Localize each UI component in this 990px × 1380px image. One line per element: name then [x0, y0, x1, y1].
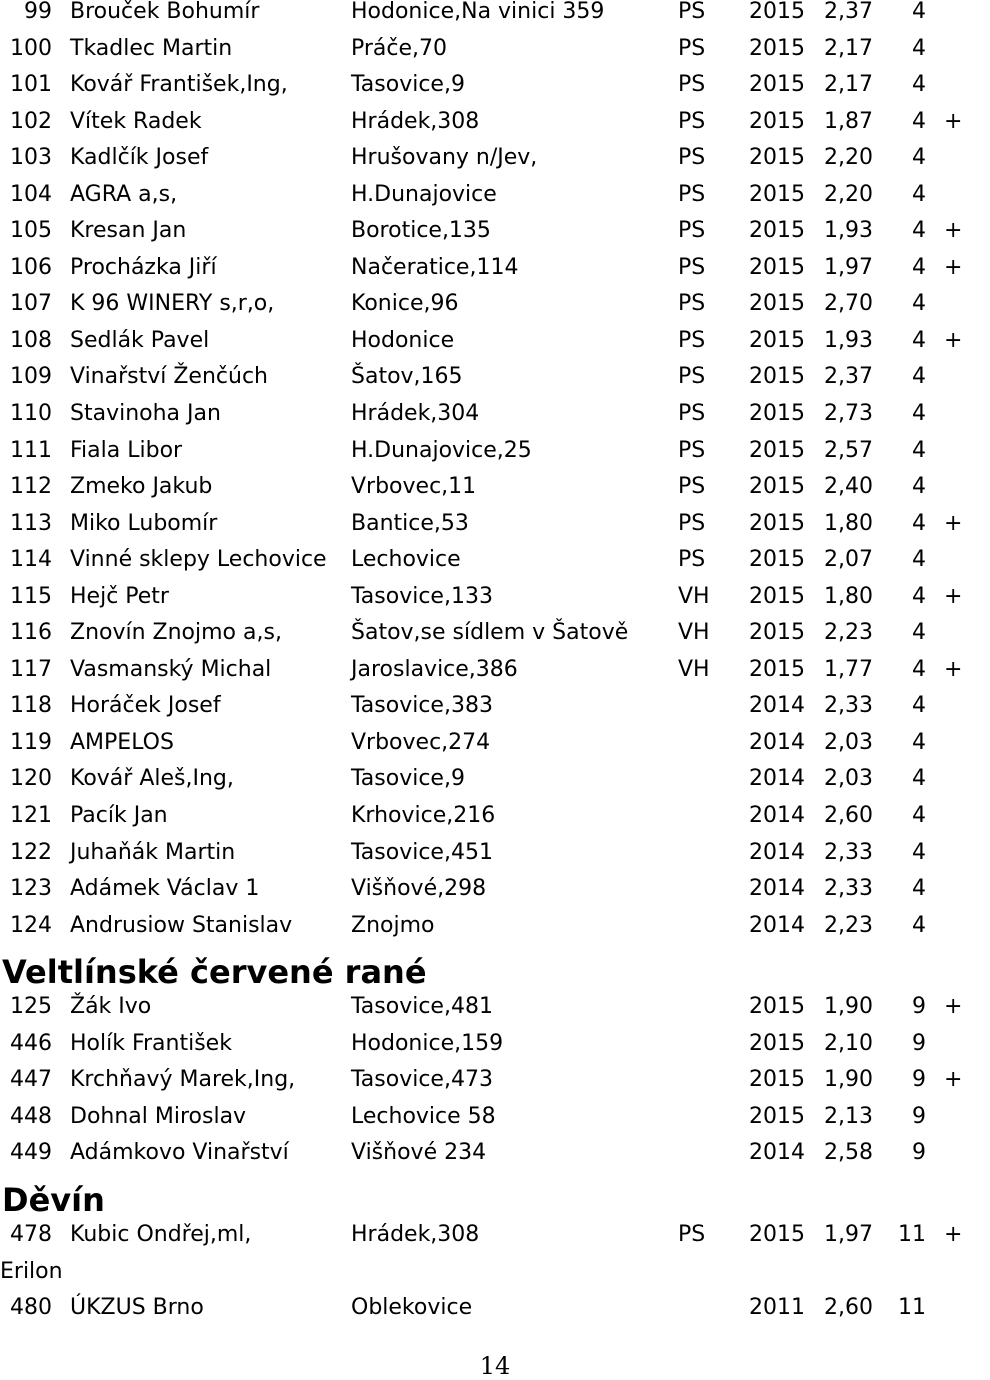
vintage-year: 2015: [749, 0, 805, 24]
grower-name: Adámkovo Vinařství: [70, 1140, 289, 1166]
entry-class: 9: [912, 1067, 926, 1093]
entry-value: 1,90: [824, 994, 873, 1020]
vintage-year: 2015: [749, 1103, 805, 1129]
grower-name: Sedlák Pavel: [70, 327, 210, 353]
entry-code: PS: [678, 474, 706, 500]
entry-class: 4: [912, 254, 926, 280]
grower-name: Stavinoha Jan: [70, 401, 221, 427]
plus-mark: +: [944, 327, 963, 353]
entry-class: 11: [898, 1221, 926, 1247]
grower-name: ÚKZUS Brno: [70, 1295, 204, 1320]
entry-class: 4: [912, 693, 926, 719]
entry-number: 117: [10, 656, 52, 682]
grower-name: Pacík Jan: [70, 803, 168, 829]
grower-address: Bantice,53: [351, 510, 469, 536]
grower-name: Hejč Petr: [70, 583, 169, 609]
entry-code: PS: [678, 437, 706, 463]
entry-code: VH: [678, 620, 710, 646]
grower-address: Hrádek,308: [351, 1221, 480, 1247]
entry-number: 116: [10, 620, 52, 646]
vintage-year: 2014: [749, 876, 805, 902]
plus-mark: +: [944, 994, 963, 1020]
entry-value: 2,60: [824, 803, 873, 829]
entry-value: 2,73: [824, 401, 873, 427]
entry-code: PS: [678, 108, 706, 134]
grower-address: Vrbovec,274: [351, 729, 491, 755]
vintage-year: 2014: [749, 729, 805, 755]
grower-address: Šatov,165: [351, 364, 463, 390]
vintage-year: 2014: [749, 803, 805, 829]
entry-value: 2,33: [824, 876, 873, 902]
grower-address: Jaroslavice,386: [351, 656, 518, 682]
vintage-year: 2015: [749, 364, 805, 390]
entry-value: 2,23: [824, 912, 873, 938]
entry-class: 9: [912, 1140, 926, 1166]
grower-name: Dohnal Miroslav: [70, 1103, 247, 1129]
table-row: [0, 510, 963, 549]
grower-address: Hodonice: [351, 327, 455, 353]
entry-value: 2,20: [824, 145, 873, 171]
entry-code: PS: [678, 291, 706, 317]
entry-value: 1,87: [824, 108, 873, 134]
entry-class: 4: [912, 912, 926, 938]
vintage-year: 2015: [749, 35, 805, 61]
table-row: [0, 1067, 963, 1105]
grower-address: Tasovice,473: [351, 1067, 493, 1093]
entry-class: 4: [912, 72, 926, 98]
subsection-heading: Erilon: [0, 1258, 63, 1284]
vintage-year: 2015: [749, 1067, 805, 1093]
grower-address: Hodonice,Na vinici 359: [351, 0, 605, 24]
entry-value: 2,33: [824, 839, 873, 865]
entry-code: PS: [678, 0, 706, 24]
grower-name: Kadlčík Josef: [70, 145, 209, 171]
entry-number: 121: [10, 803, 52, 829]
entry-class: 4: [912, 0, 926, 24]
vintage-year: 2015: [749, 510, 805, 536]
grower-name: Holík František: [70, 1030, 232, 1056]
plus-mark: +: [944, 656, 963, 682]
entry-class: 9: [912, 1103, 926, 1129]
vintage-year: 2015: [749, 1030, 805, 1056]
grower-address: Hodonice,159: [351, 1030, 504, 1056]
entry-code: PS: [678, 510, 706, 536]
entry-number: 118: [10, 693, 52, 719]
table-row: [0, 37, 960, 74]
grower-name: Kovář František,Ing,: [70, 72, 288, 98]
table-row: [0, 841, 960, 878]
grower-address: Tasovice,9: [351, 766, 465, 792]
table-row: [0, 994, 963, 1032]
grower-name: Andrusiow Stanislav: [70, 912, 293, 938]
entry-value: 2,57: [824, 437, 873, 463]
grower-name: Brouček Bohumír: [70, 0, 260, 24]
page-number: 14: [479, 1352, 511, 1380]
section-heading: Veltlínské červené rané: [2, 953, 427, 992]
grower-address: Tasovice,451: [351, 839, 493, 865]
vintage-year: 2014: [749, 766, 805, 792]
table-row: [0, 218, 963, 256]
entry-code: PS: [678, 401, 706, 427]
table-row: [0, 365, 960, 402]
table-row: [0, 327, 963, 366]
entry-number: 111: [10, 437, 52, 463]
section-heading: Děvín: [2, 1180, 105, 1219]
table-row: [0, 292, 960, 329]
table-row: [0, 877, 960, 914]
entry-value: 2,33: [824, 693, 873, 719]
grower-name: Vinné sklepy Lechovice: [70, 547, 327, 573]
entry-class: 4: [912, 364, 926, 390]
entry-class: 11: [898, 1295, 926, 1320]
grower-address: Višňové 234: [351, 1140, 487, 1166]
plus-mark: +: [944, 1221, 963, 1247]
plus-mark: +: [944, 218, 963, 244]
table-row: [0, 694, 960, 731]
entry-number: 103: [10, 145, 52, 171]
table-row: [0, 731, 960, 768]
entry-class: 4: [912, 437, 926, 463]
entry-value: 1,97: [824, 254, 873, 280]
grower-address: Borotice,135: [351, 218, 491, 244]
grower-name: Zmeko Jakub: [70, 474, 213, 500]
table-row: [0, 1221, 963, 1260]
entry-class: 4: [912, 839, 926, 865]
entry-value: 1,77: [824, 656, 873, 682]
entry-class: 4: [912, 181, 926, 207]
entry-number: 113: [10, 510, 52, 536]
table-row: [0, 656, 963, 695]
grower-address: Lechovice 58: [351, 1103, 496, 1129]
entry-value: 1,80: [824, 583, 873, 609]
grower-name: Žák Ivo: [70, 994, 152, 1020]
grower-name: Tkadlec Martin: [70, 35, 233, 61]
entry-number: 478: [10, 1221, 52, 1247]
entry-value: 2,07: [824, 547, 873, 573]
table-row: [0, 621, 960, 658]
entry-value: 2,23: [824, 620, 873, 646]
entry-code: PS: [678, 35, 706, 61]
grower-address: Konice,96: [351, 291, 459, 317]
entry-code: VH: [678, 656, 710, 682]
entry-number: 125: [10, 994, 52, 1020]
entry-number: 122: [10, 839, 52, 865]
entry-value: 2,60: [824, 1295, 873, 1320]
entry-number: 446: [10, 1030, 52, 1056]
grower-address: Vrbovec,11: [351, 474, 477, 500]
vintage-year: 2015: [749, 218, 805, 244]
table-row: [0, 583, 963, 622]
entry-number: 112: [10, 474, 52, 500]
table-row: [0, 0, 960, 37]
entry-number: 120: [10, 766, 52, 792]
vintage-year: 2015: [749, 474, 805, 500]
table-row: [0, 1296, 960, 1333]
grower-address: H.Dunajovice: [351, 181, 497, 207]
vintage-year: 2015: [749, 145, 805, 171]
entry-class: 4: [912, 35, 926, 61]
vintage-year: 2014: [749, 693, 805, 719]
grower-name: Vasmanský Michal: [70, 656, 272, 682]
table-row: [0, 183, 960, 220]
grower-address: Lechovice: [351, 547, 461, 573]
table-row: [0, 548, 960, 585]
vintage-year: 2015: [749, 656, 805, 682]
entry-value: 2,20: [824, 181, 873, 207]
table-row: [0, 804, 960, 841]
vintage-year: 2015: [749, 994, 805, 1020]
table-row: [0, 73, 960, 110]
entry-class: 9: [912, 994, 926, 1020]
entry-class: 4: [912, 474, 926, 500]
grower-address: Šatov,se sídlem v Šatově: [351, 620, 629, 646]
grower-address: Tasovice,383: [351, 693, 493, 719]
entry-code: PS: [678, 1221, 706, 1247]
grower-name: Kubic Ondřej,ml,: [70, 1221, 252, 1247]
entry-class: 4: [912, 108, 926, 134]
grower-address: Znojmo: [351, 912, 435, 938]
table-row: [0, 146, 960, 183]
plus-mark: +: [944, 510, 963, 536]
entry-class: 4: [912, 547, 926, 573]
entry-value: 2,03: [824, 729, 873, 755]
table-row: [0, 1032, 960, 1069]
grower-name: K 96 WINERY s,r,o,: [70, 291, 275, 317]
table-row: [0, 254, 963, 293]
entry-code: PS: [678, 547, 706, 573]
plus-mark: +: [944, 108, 963, 134]
grower-name: AGRA a,s,: [70, 181, 178, 207]
grower-name: Krchňavý Marek,Ing,: [70, 1067, 296, 1093]
grower-name: Fiala Libor: [70, 437, 183, 463]
entry-code: PS: [678, 72, 706, 98]
entry-value: 2,13: [824, 1103, 873, 1129]
vintage-year: 2014: [749, 1140, 805, 1166]
entry-value: 2,70: [824, 291, 873, 317]
vintage-year: 2015: [749, 327, 805, 353]
entry-value: 2,58: [824, 1140, 873, 1166]
entry-number: 106: [10, 254, 52, 280]
grower-address: Krhovice,216: [351, 803, 496, 829]
vintage-year: 2014: [749, 839, 805, 865]
entry-number: 123: [10, 876, 52, 902]
table-row: [0, 439, 960, 476]
entry-number: 104: [10, 181, 52, 207]
plus-mark: +: [944, 583, 963, 609]
entry-class: 4: [912, 401, 926, 427]
grower-address: Načeratice,114: [351, 254, 519, 280]
entry-number: 108: [10, 327, 52, 353]
vintage-year: 2015: [749, 181, 805, 207]
table-row: [0, 475, 960, 512]
vintage-year: 2015: [749, 547, 805, 573]
entry-value: 1,80: [824, 510, 873, 536]
entry-number: 480: [10, 1295, 52, 1320]
entry-class: 4: [912, 656, 926, 682]
grower-name: Vinařství Ženčúch: [70, 364, 268, 390]
vintage-year: 2014: [749, 912, 805, 938]
entry-class: 4: [912, 766, 926, 792]
table-row: [0, 108, 963, 147]
grower-address: Oblekovice: [351, 1295, 473, 1320]
grower-address: H.Dunajovice,25: [351, 437, 532, 463]
entry-number: 105: [10, 218, 52, 244]
vintage-year: 2015: [749, 72, 805, 98]
entry-class: 4: [912, 510, 926, 536]
entry-number: 102: [10, 108, 52, 134]
vintage-year: 2015: [749, 291, 805, 317]
entry-value: 2,17: [824, 35, 873, 61]
vintage-year: 2015: [749, 437, 805, 463]
table-row: [0, 914, 960, 951]
grower-address: Tasovice,133: [351, 583, 493, 609]
entry-value: 1,97: [824, 1221, 873, 1247]
entry-code: PS: [678, 327, 706, 353]
entry-number: 119: [10, 729, 52, 755]
grower-address: Hrádek,308: [351, 108, 480, 134]
grower-name: Miko Lubomír: [70, 510, 218, 536]
grower-name: Juhaňák Martin: [70, 839, 236, 865]
table-row: [0, 767, 960, 804]
grower-address: Višňové,298: [351, 876, 487, 902]
entry-number: 114: [10, 547, 52, 573]
entry-number: 100: [10, 35, 52, 61]
entry-value: 2,37: [824, 0, 873, 24]
grower-address: Hrádek,304: [351, 401, 480, 427]
grower-name: Kovář Aleš,Ing,: [70, 766, 234, 792]
vintage-year: 2015: [749, 254, 805, 280]
entry-class: 4: [912, 876, 926, 902]
entry-value: 2,03: [824, 766, 873, 792]
entry-code: PS: [678, 364, 706, 390]
entry-code: PS: [678, 181, 706, 207]
grower-address: Hrušovany n/Jev,: [351, 145, 538, 171]
grower-name: Procházka Jiří: [70, 254, 217, 280]
entry-class: 4: [912, 327, 926, 353]
entry-value: 2,40: [824, 474, 873, 500]
entry-number: 124: [10, 912, 52, 938]
entry-code: VH: [678, 583, 710, 609]
entry-number: 101: [10, 72, 52, 98]
grower-name: Kresan Jan: [70, 218, 187, 244]
entry-class: 4: [912, 803, 926, 829]
entry-number: 109: [10, 364, 52, 390]
vintage-year: 2015: [749, 620, 805, 646]
grower-name: Znovín Znojmo a,s,: [70, 620, 282, 646]
entry-number: 449: [10, 1140, 52, 1166]
entry-class: 4: [912, 145, 926, 171]
grower-address: Tasovice,481: [351, 994, 493, 1020]
grower-address: Tasovice,9: [351, 72, 465, 98]
vintage-year: 2015: [749, 1221, 805, 1247]
entry-number: 99: [24, 0, 52, 24]
entry-class: 9: [912, 1030, 926, 1056]
table-row: [0, 402, 960, 439]
table-row: [0, 1141, 960, 1178]
grower-name: AMPELOS: [70, 729, 174, 755]
table-row: [0, 1105, 960, 1142]
vintage-year: 2015: [749, 108, 805, 134]
vintage-year: 2011: [749, 1295, 805, 1320]
grower-name: Adámek Václav 1: [70, 876, 260, 902]
entry-class: 4: [912, 583, 926, 609]
entry-value: 1,93: [824, 218, 873, 244]
plus-mark: +: [944, 1067, 963, 1093]
entry-number: 447: [10, 1067, 52, 1093]
entry-class: 4: [912, 729, 926, 755]
plus-mark: +: [944, 254, 963, 280]
entry-code: PS: [678, 145, 706, 171]
entry-class: 4: [912, 218, 926, 244]
entry-class: 4: [912, 620, 926, 646]
grower-name: Vítek Radek: [70, 108, 202, 134]
grower-address: Práče,70: [351, 35, 448, 61]
vintage-year: 2015: [749, 583, 805, 609]
entry-value: 1,90: [824, 1067, 873, 1093]
entry-class: 4: [912, 291, 926, 317]
entry-value: 2,37: [824, 364, 873, 390]
grower-name: Horáček Josef: [70, 693, 221, 719]
entry-code: PS: [678, 254, 706, 280]
entry-number: 115: [10, 583, 52, 609]
entry-number: 448: [10, 1103, 52, 1129]
entry-code: PS: [678, 218, 706, 244]
entry-value: 1,93: [824, 327, 873, 353]
vintage-year: 2015: [749, 401, 805, 427]
entry-number: 107: [10, 291, 52, 317]
entry-value: 2,10: [824, 1030, 873, 1056]
entry-number: 110: [10, 401, 52, 427]
entry-value: 2,17: [824, 72, 873, 98]
